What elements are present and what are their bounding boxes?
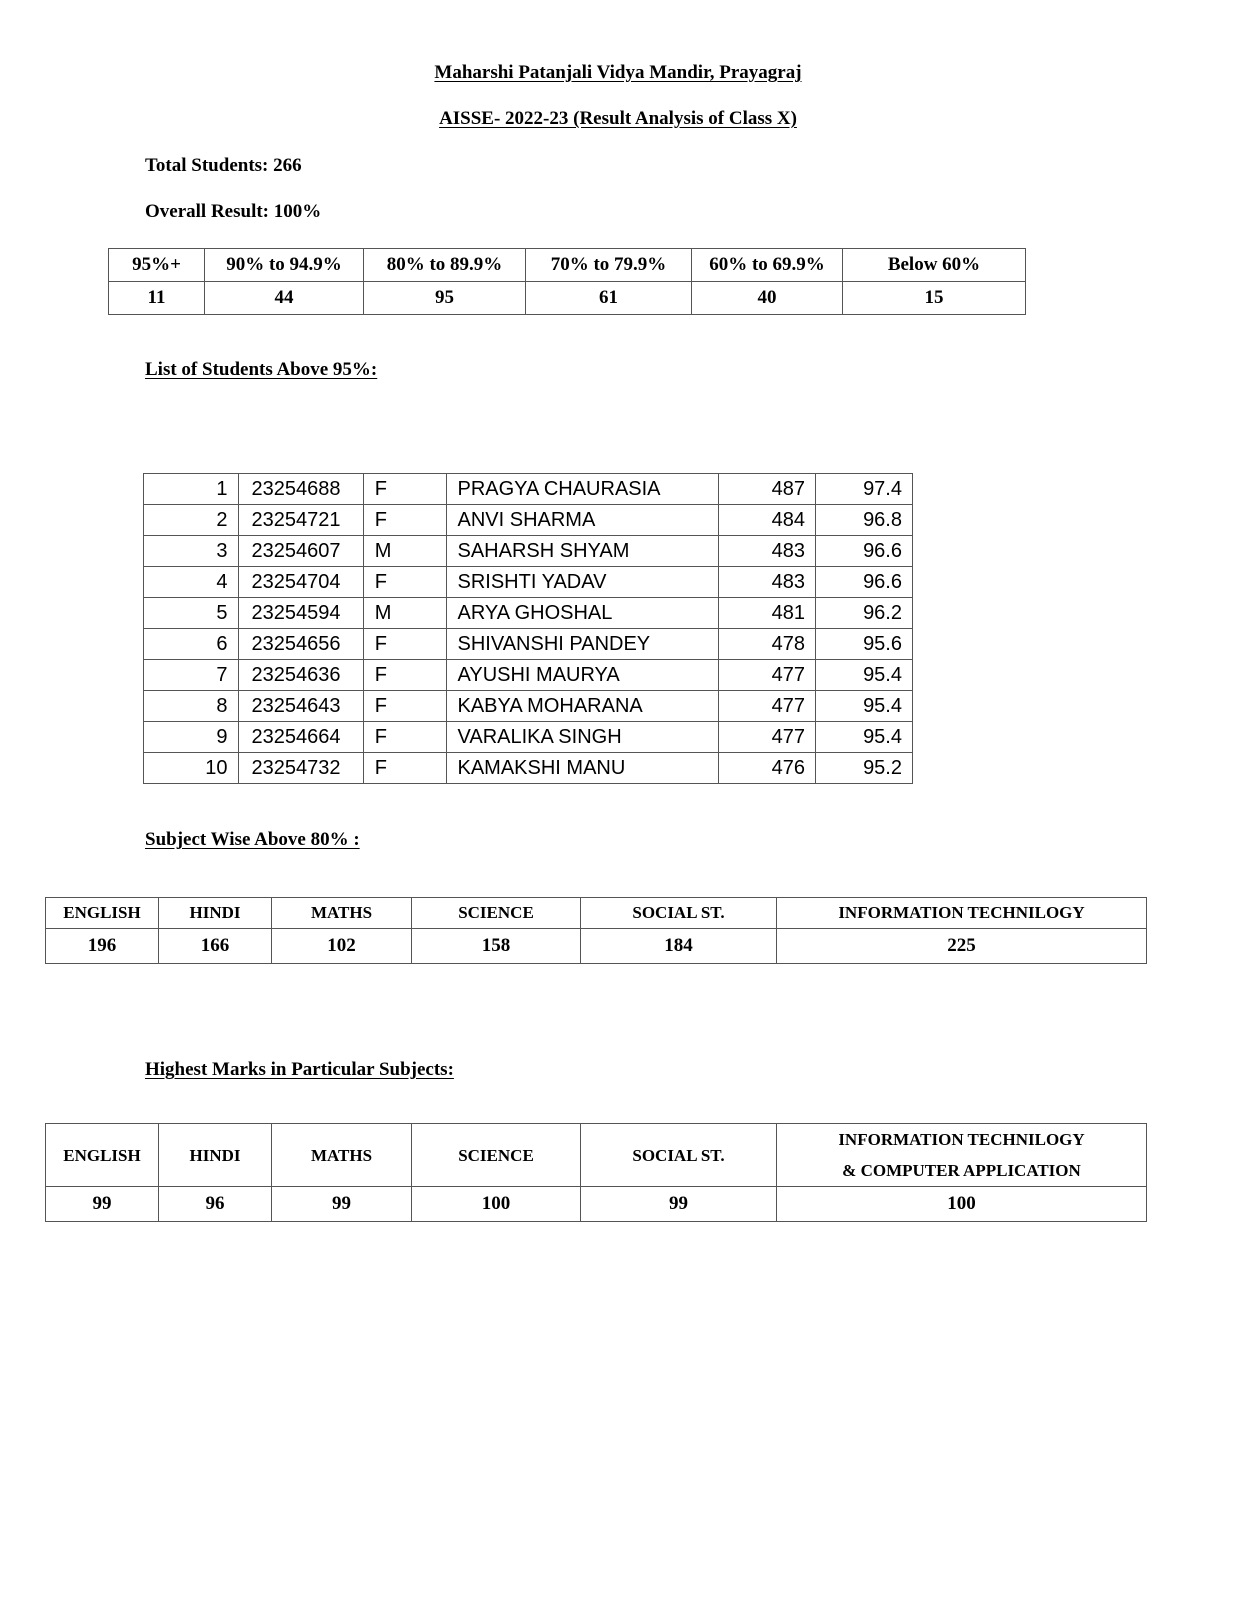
band-header: 90% to 94.9% [205, 249, 364, 282]
total-marks-cell: 487 [718, 474, 815, 505]
student-name-cell: PRAGYA CHAURASIA [446, 474, 718, 505]
students-heading: List of Students Above 95%: [145, 359, 378, 380]
band-value: 40 [692, 282, 843, 315]
subject-count: 166 [159, 929, 272, 964]
band-value: 44 [205, 282, 364, 315]
table-row [144, 474, 913, 505]
result-band-table [108, 248, 1026, 315]
serial-cell: 6 [144, 629, 239, 660]
top-students-table [143, 473, 913, 784]
roll-number-cell: 23254688 [238, 474, 363, 505]
subject-header: INFORMATION TECHNILOGY & COMPUTER APPLICATION [777, 1124, 1147, 1187]
band-header-row [109, 249, 1026, 282]
percentage-cell: 97.4 [815, 474, 912, 505]
total-marks-cell: 476 [718, 753, 815, 784]
student-name-cell: KABYA MOHARANA [446, 691, 718, 722]
subject-above-80-heading: Subject Wise Above 80% : [145, 829, 360, 850]
serial-cell: 10 [144, 753, 239, 784]
gender-cell: F [363, 722, 446, 753]
student-name-cell: ARYA GHOSHAL [446, 598, 718, 629]
highest-mark: 99 [581, 1187, 777, 1222]
serial-cell: 1 [144, 474, 239, 505]
gender-cell: F [363, 629, 446, 660]
total-marks-cell: 477 [718, 722, 815, 753]
subject-header: HINDI [159, 1124, 272, 1187]
table-row [144, 505, 913, 536]
student-name-cell: SRISHTI YADAV [446, 567, 718, 598]
subject-count: 158 [412, 929, 581, 964]
student-name-cell: ANVI SHARMA [446, 505, 718, 536]
serial-cell: 5 [144, 598, 239, 629]
percentage-cell: 95.6 [815, 629, 912, 660]
subject-count: 184 [581, 929, 777, 964]
table-row [144, 753, 913, 784]
school-title: Maharshi Patanjali Vidya Mandir, Prayagraj [434, 62, 802, 83]
band-value-row [109, 282, 1026, 315]
highest-mark: 99 [46, 1187, 159, 1222]
gender-cell: M [363, 536, 446, 567]
band-value: 11 [109, 282, 205, 315]
band-value: 61 [526, 282, 692, 315]
roll-number-cell: 23254594 [238, 598, 363, 629]
serial-cell: 8 [144, 691, 239, 722]
highest-value-row [46, 1187, 1147, 1222]
roll-number-cell: 23254643 [238, 691, 363, 722]
overall-result: Overall Result: 100% [145, 201, 322, 222]
student-name-cell: SHIVANSHI PANDEY [446, 629, 718, 660]
subject-header: ENGLISH [46, 1124, 159, 1187]
subject-header: MATHS [272, 898, 412, 929]
roll-number-cell: 23254607 [238, 536, 363, 567]
subject-header: SCIENCE [412, 898, 581, 929]
table-row [144, 660, 913, 691]
total-marks-cell: 484 [718, 505, 815, 536]
total-marks-cell: 483 [718, 567, 815, 598]
subject-header: MATHS [272, 1124, 412, 1187]
subject-count: 225 [777, 929, 1147, 964]
gender-cell: F [363, 691, 446, 722]
subject-header: SOCIAL ST. [581, 1124, 777, 1187]
total-marks-cell: 477 [718, 660, 815, 691]
highest-mark: 100 [777, 1187, 1147, 1222]
table-row [144, 629, 913, 660]
table-row [144, 536, 913, 567]
roll-number-cell: 23254721 [238, 505, 363, 536]
student-name-cell: AYUSHI MAURYA [446, 660, 718, 691]
subject-above-80-table [45, 897, 1147, 964]
band-header: Below 60% [843, 249, 1026, 282]
band-header: 95%+ [109, 249, 205, 282]
percentage-cell: 95.2 [815, 753, 912, 784]
student-name-cell: VARALIKA SINGH [446, 722, 718, 753]
percentage-cell: 96.8 [815, 505, 912, 536]
serial-cell: 4 [144, 567, 239, 598]
subject-count: 102 [272, 929, 412, 964]
total-marks-cell: 483 [718, 536, 815, 567]
percentage-cell: 96.6 [815, 536, 912, 567]
gender-cell: F [363, 567, 446, 598]
total-marks-cell: 481 [718, 598, 815, 629]
student-name-cell: SAHARSH SHYAM [446, 536, 718, 567]
band-header: 60% to 69.9% [692, 249, 843, 282]
subject-value-row [46, 929, 1147, 964]
gender-cell: F [363, 505, 446, 536]
subject-header: SCIENCE [412, 1124, 581, 1187]
roll-number-cell: 23254636 [238, 660, 363, 691]
subject-header: ENGLISH [46, 898, 159, 929]
subject-header-row [46, 898, 1147, 929]
table-row [144, 598, 913, 629]
percentage-cell: 95.4 [815, 722, 912, 753]
band-value: 15 [843, 282, 1026, 315]
serial-cell: 3 [144, 536, 239, 567]
percentage-cell: 95.4 [815, 660, 912, 691]
subject-header: HINDI [159, 898, 272, 929]
subject-header: INFORMATION TECHNILOGY [777, 898, 1147, 929]
band-header: 80% to 89.9% [364, 249, 526, 282]
student-name-cell: KAMAKSHI MANU [446, 753, 718, 784]
highest-marks-table [45, 1123, 1147, 1222]
highest-header-row [46, 1124, 1147, 1187]
roll-number-cell: 23254664 [238, 722, 363, 753]
total-marks-cell: 477 [718, 691, 815, 722]
percentage-cell: 96.6 [815, 567, 912, 598]
table-row [144, 722, 913, 753]
serial-cell: 2 [144, 505, 239, 536]
percentage-cell: 95.4 [815, 691, 912, 722]
total-marks-cell: 478 [718, 629, 815, 660]
gender-cell: F [363, 660, 446, 691]
gender-cell: M [363, 598, 446, 629]
table-row [144, 691, 913, 722]
band-value: 95 [364, 282, 526, 315]
roll-number-cell: 23254732 [238, 753, 363, 784]
subject-header: SOCIAL ST. [581, 898, 777, 929]
highest-mark: 96 [159, 1187, 272, 1222]
band-header: 70% to 79.9% [526, 249, 692, 282]
serial-cell: 7 [144, 660, 239, 691]
table-row [144, 567, 913, 598]
gender-cell: F [363, 753, 446, 784]
serial-cell: 9 [144, 722, 239, 753]
highest-mark: 99 [272, 1187, 412, 1222]
subject-count: 196 [46, 929, 159, 964]
percentage-cell: 96.2 [815, 598, 912, 629]
exam-title: AISSE- 2022-23 (Result Analysis of Class X) [439, 108, 797, 129]
roll-number-cell: 23254704 [238, 567, 363, 598]
highest-mark: 100 [412, 1187, 581, 1222]
highest-marks-heading: Highest Marks in Particular Subjects: [145, 1059, 454, 1080]
gender-cell: F [363, 474, 446, 505]
roll-number-cell: 23254656 [238, 629, 363, 660]
total-students: Total Students: 266 [145, 155, 302, 176]
